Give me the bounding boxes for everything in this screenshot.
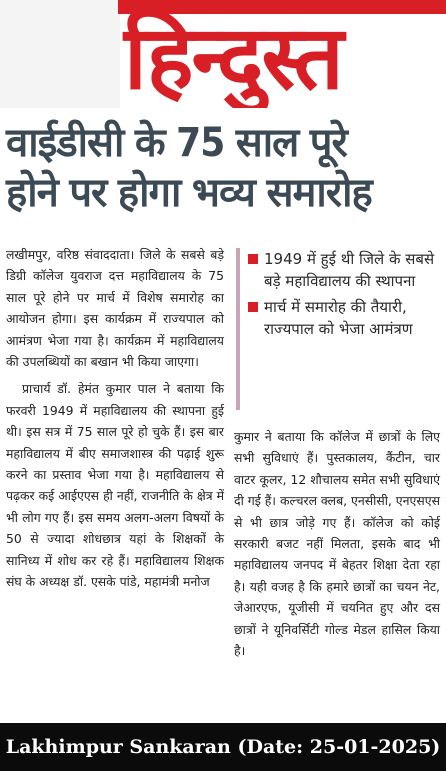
paragraph: कुमार ने बताया कि कॉलेज में छात्रों के लिए सभी सुविधाएं हैं। पुस्तकालय, कैंटीन, चार वाटर कूलर, 12 शौचालय समेत सभी सुविधाएं दी गई हैं। कल्चरल क्लब, एनसीसी, एनएसएस से भी छात्र जोड़े गए हैं। कॉलेज को कोई सरकारी बजट नहीं मिलता, इसके बाद भी महाविद्यालय जनपद में बेहतर शिक्षा देता रहा है। यही वजह है कि हमारे छात्रों का चयन नेट, जेआरएफ, यूजीसी में चयनित हुए और दस छात्रों ने यूनिवर्सिटी गोल्ड मेडल हासिल किया है। [234, 429, 440, 659]
article-column-left [6, 244, 224, 593]
article-column-right [234, 426, 440, 661]
bullet-square-icon [248, 254, 258, 264]
newspaper-logo: हिन्दुस्त [124, 5, 342, 108]
highlight-text: 1949 में हुई थी जिले के सबसे बड़े महाविद्यालय की स्थापना [264, 250, 435, 290]
paragraph: प्राचार्य डॉ. हेमंत कुमार पाल ने बताया कि फरवरी 1949 में महाविद्यालय की स्थापना हुई थी। इस सत्र में 75 साल पूरे हो चुके हैं। इस बार महाविद्यालय में बीए समाजशास्त्र की पढ़ाई शुरू करने का प्रस्ताव भेजा गया है। महाविद्यालय से पढ़कर कई आईएएस ही नहीं, राजनीति के क्षेत्र में भी लोग गए हैं। इस समय अलग-अलग विषयों के 50 से ज्यादा शोधछात्र यहां के शिक्षकों के सानिध्य में शोध कर रहे हैं। महाविद्यालय शिक्षक संघ के अध्यक्ष डॉ. एसके पांडे, महामंत्री मनोज [6, 381, 224, 590]
newspaper-masthead [0, 0, 446, 108]
article-headline [6, 118, 440, 218]
highlights-box [236, 248, 446, 410]
highlight-text: मार्च में समारोह की तैयारी, राज्यपाल को भेजा आमंत्रण [264, 298, 413, 338]
headline-line-1: वाईडीसी के 75 साल पूरे [6, 120, 347, 166]
masthead-margin [0, 0, 120, 108]
headline-line-2: होने पर होगा भव्य समारोह [6, 170, 372, 216]
highlight-item [244, 248, 446, 292]
bullet-square-icon [248, 302, 258, 312]
highlight-item [244, 296, 446, 340]
paragraph: लखीमपुर, वरिष्ठ संवाददाता। जिले के सबसे बड़े डिग्री कॉलेज युवराज दत्त महाविद्यालय के 75 साल पूरे होने पर मार्च में विशेष समारोह का आयोजन होगा। इस कार्यक्रम में राज्यपाल को आमंत्रण भेजा गया है। कार्यक्रम में महाविद्यालय की उपलब्धियों का बखान भी किया जाएगा। [6, 247, 224, 370]
source-caption: Lakhimpur Sankaran (Date: 25-01-2025) [0, 723, 446, 771]
